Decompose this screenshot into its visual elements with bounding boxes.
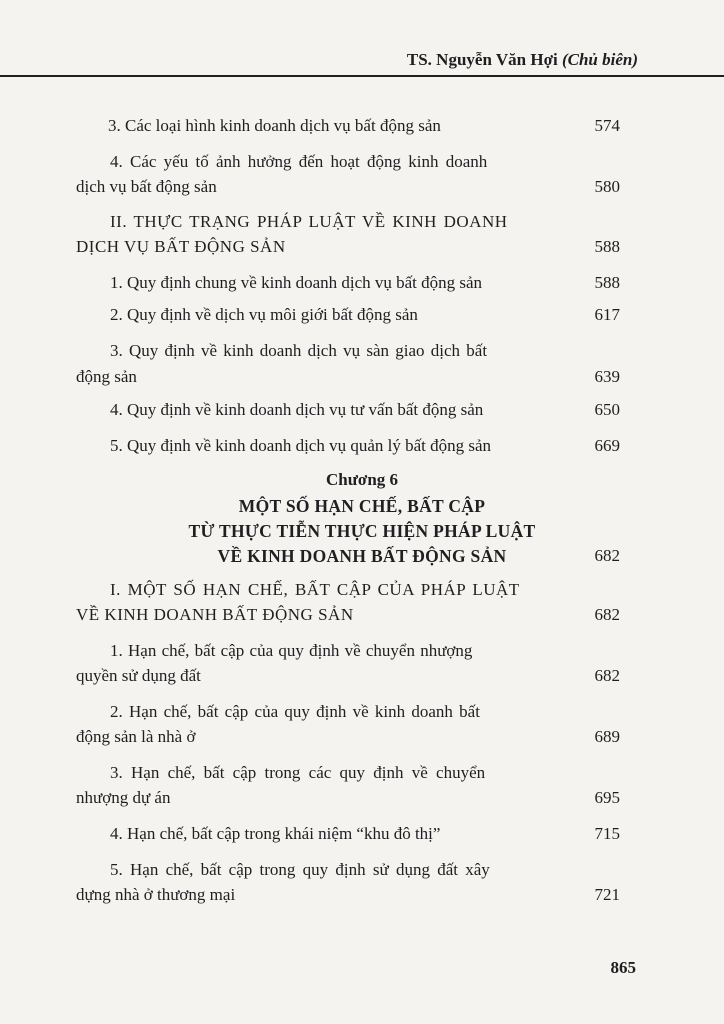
toc-entry-line: 2. Quy định về dịch vụ môi giới bất động sản (110, 305, 418, 324)
chapter-label: Chương 6 (325, 470, 399, 489)
toc-entry-line: quyền sử dụng đất (76, 666, 201, 685)
toc-entry-line: DỊCH VỤ BẤT ĐỘNG SẢN (76, 237, 286, 256)
chapter-title-line: TỪ THỰC TIỄN THỰC HIỆN PHÁP LUẬT (188, 521, 536, 541)
toc-page-number: 682 (594, 666, 620, 685)
toc-entry-line: dịch vụ bất động sản (76, 177, 217, 196)
toc-entry-line: 3. Hạn chế, bất cập trong các quy định về chuyển (110, 763, 486, 782)
toc-page-number: 695 (594, 788, 620, 807)
toc-entry-line: 4. Quy định về kinh doanh dịch vụ tư vấn bất động sản (110, 400, 484, 419)
toc-page-number: 689 (594, 727, 620, 746)
toc-entry-line: động sản là nhà ở (76, 727, 196, 746)
toc-entry-line: I. MỘT SỐ HẠN CHẾ, BẤT CẬP CỦA PHÁP LUẬT (110, 580, 520, 599)
toc-page-number: 588 (594, 237, 620, 256)
header-text (407, 50, 638, 70)
toc-page-number: 650 (594, 400, 620, 419)
toc-entry-line: 2. Hạn chế, bất cập của quy định về kinh doanh bất (110, 702, 480, 721)
toc-entry-line: nhượng dự án (76, 788, 171, 807)
toc-entry-line: 1. Quy định chung về kinh doanh dịch vụ bất động sản (110, 273, 483, 292)
toc-entry-line: 3. Quy định về kinh doanh dịch vụ sàn giao dịch bất (110, 341, 488, 360)
toc-entry-line: 1. Hạn chế, bất cập của quy định về chuyển nhượng (110, 641, 473, 660)
toc-page-number: 574 (594, 116, 620, 135)
running-header (0, 0, 724, 77)
toc-page-number: 639 (594, 367, 620, 386)
toc-page-number: 580 (594, 177, 620, 196)
toc-entry-line: động sản (76, 367, 137, 386)
toc-entry-line: 3. Các loại hình kinh doanh dịch vụ bất động sản (108, 116, 441, 135)
toc-page-number: 721 (594, 885, 620, 904)
header-role: (Chủ biên) (561, 50, 638, 69)
toc-page-number: 617 (594, 305, 620, 324)
toc-page-number: 715 (594, 824, 620, 843)
header-author: TS. Nguyễn Văn Hợi (406, 50, 558, 69)
toc-page-number: 682 (594, 605, 620, 624)
toc-page-number: 682 (594, 546, 620, 565)
toc-entry-line: 5. Quy định về kinh doanh dịch vụ quản lý bất động sản (110, 436, 492, 455)
chapter-title-line: MỘT SỐ HẠN CHẾ, BẤT CẬP (238, 496, 486, 516)
toc-page-number: 669 (594, 436, 620, 455)
chapter-title-line: VỀ KINH DOANH BẤT ĐỘNG SẢN (217, 546, 507, 566)
toc-entry-line: 4. Các yếu tố ảnh hưởng đến hoạt động kinh doanh (110, 152, 488, 171)
toc-entry-line: VỀ KINH DOANH BẤT ĐỘNG SẢN (76, 605, 354, 624)
page-number: 865 (610, 958, 636, 977)
toc-entry-line: dựng nhà ở thương mại (76, 885, 236, 904)
toc-entry-line: 5. Hạn chế, bất cập trong quy định sử dụng đất xây (110, 860, 490, 879)
toc-page-number: 588 (594, 273, 620, 292)
toc-entry-line: II. THỰC TRẠNG PHÁP LUẬT VỀ KINH DOANH (110, 212, 508, 231)
toc-entry-line: 4. Hạn chế, bất cập trong khái niệm “khu đô thị” (110, 824, 441, 843)
